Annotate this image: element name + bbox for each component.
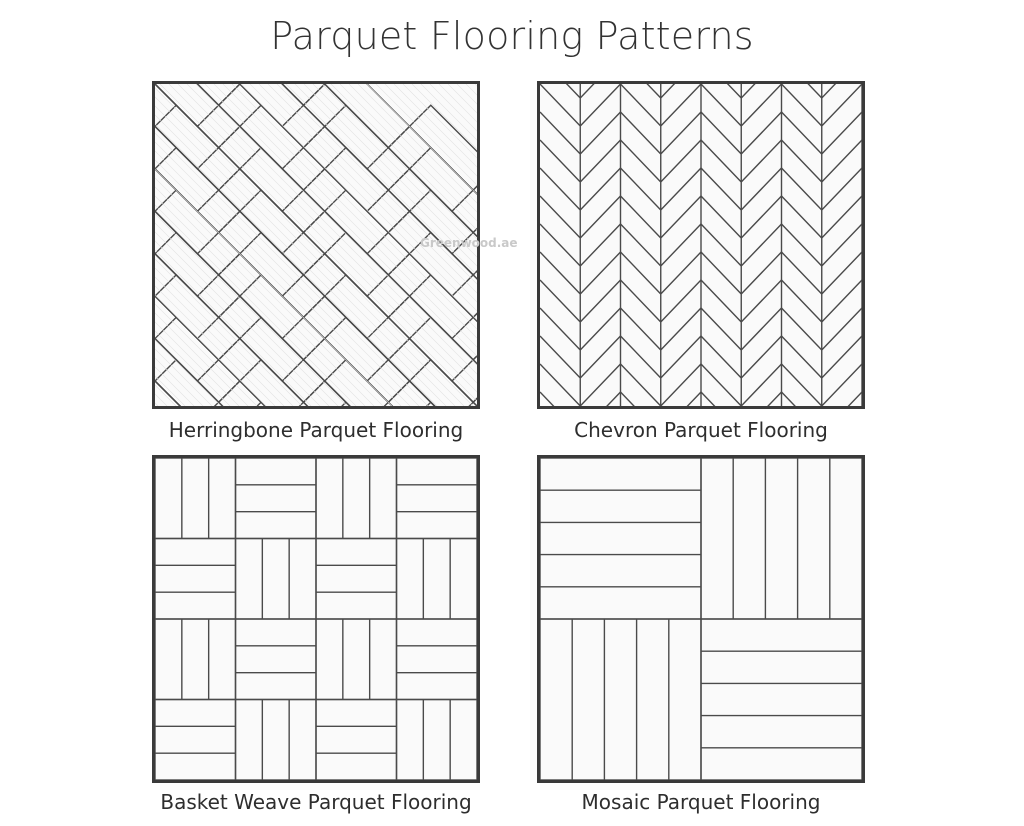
chevron-board-edge (741, 140, 781, 182)
mosaic-block (701, 619, 862, 780)
chevron-board-edge (701, 112, 741, 154)
basket-weave-block (397, 539, 478, 620)
chevron-board-edge (822, 336, 862, 378)
chevron-board-edge (540, 168, 580, 210)
mosaic-caption: Mosaic Parquet Flooring (581, 790, 821, 814)
chevron-board-edge (782, 196, 822, 238)
basket-weave-block (155, 458, 236, 539)
basket-weave-block (155, 619, 236, 700)
herringbone-grain (155, 84, 293, 406)
chevron-board-edge (621, 308, 661, 350)
chevron-board-edge (701, 84, 741, 126)
mosaic-block (540, 458, 701, 619)
chevron-board-edge (661, 140, 701, 182)
basket-weave-block (397, 458, 478, 539)
chevron-board-edge (580, 140, 620, 182)
chevron-board-edge (782, 224, 822, 266)
chevron-board-edge (540, 140, 580, 182)
chevron-board-edge (661, 280, 701, 322)
herringbone-grain (155, 84, 185, 406)
herringbone-board (325, 190, 410, 275)
herringbone-grain (155, 84, 158, 406)
chevron-board-edge (741, 280, 781, 322)
chevron-board-edge (580, 280, 620, 322)
herringbone-grain (155, 84, 410, 406)
mosaic-block (540, 619, 701, 780)
chevron-board-edge (701, 336, 741, 378)
basket-weave-block (236, 458, 317, 539)
herringbone-board (303, 254, 388, 339)
chevron-board-edge (661, 196, 701, 238)
chevron-board-edge (701, 140, 741, 182)
chevron-board-edge (741, 112, 781, 154)
herringbone-grain (155, 84, 401, 406)
chevron-board-edge (621, 140, 661, 182)
chevron-board-edge (621, 364, 661, 406)
chevron-board-edge (741, 336, 781, 378)
basket-weave-block (155, 539, 236, 620)
chevron-board-edge (822, 252, 862, 294)
chevron-board-edge (661, 336, 701, 378)
chevron-board-edge (701, 252, 741, 294)
chevron-board-edge (661, 252, 701, 294)
basket-weave-block (397, 700, 478, 781)
chevron-board-edge (621, 224, 661, 266)
chevron-board-edge (661, 168, 701, 210)
chevron-board-edge (782, 308, 822, 350)
chevron-board-edge (701, 364, 741, 406)
herringbone-board (155, 232, 240, 317)
herringbone-board (219, 296, 304, 381)
herringbone-grain (155, 84, 230, 406)
herringbone-board (410, 317, 477, 402)
herringbone-board (388, 211, 473, 296)
chevron-board-edge (822, 196, 862, 238)
herringbone-board (388, 296, 473, 381)
chevron-board-edge (661, 364, 701, 406)
basket-weave-caption: Basket Weave Parquet Flooring (160, 790, 472, 814)
herringbone-grain (155, 84, 320, 406)
herringbone-board (388, 254, 473, 339)
basket-weave-block (397, 619, 478, 700)
chevron-board-edge (580, 336, 620, 378)
chevron-board-edge (580, 308, 620, 350)
chevron-board-edge (822, 168, 862, 210)
herringbone-board (410, 402, 477, 406)
chevron-board-edge (621, 168, 661, 210)
chevron-board-edge (540, 336, 580, 378)
basket-weave-block (236, 700, 317, 781)
chevron-board-edge (822, 364, 862, 406)
mosaic-block (701, 458, 862, 619)
chevron-board-edge (621, 112, 661, 154)
herringbone-board (219, 84, 304, 169)
chevron-board-edge (540, 196, 580, 238)
chevron-board-edge (822, 84, 862, 126)
chevron-pattern-drawing (540, 84, 862, 406)
chevron-board-edge (621, 84, 661, 126)
herringbone-board (240, 360, 325, 406)
chevron-board-edge (741, 308, 781, 350)
herringbone-board (219, 169, 304, 254)
chevron-board-edge (621, 280, 661, 322)
chevron-board-edge (580, 252, 620, 294)
chevron-pattern-panel (537, 81, 865, 409)
herringbone-board (240, 84, 325, 105)
chevron-board-edge (741, 84, 781, 126)
chevron-board-edge (621, 336, 661, 378)
basket-weave-pattern-drawing (155, 458, 477, 780)
chevron-board-edge (782, 140, 822, 182)
chevron-board-edge (580, 196, 620, 238)
basket-weave-block (316, 619, 397, 700)
chevron-board-edge (540, 224, 580, 266)
mosaic-pattern-panel (537, 455, 865, 783)
herringbone-board (240, 190, 325, 275)
chevron-board-edge (580, 112, 620, 154)
chevron-board-edge (580, 168, 620, 210)
chevron-board-edge (701, 308, 741, 350)
watermark-label: Greenwood.ae (420, 236, 518, 250)
chevron-board-edge (540, 364, 580, 406)
herringbone-board (325, 105, 410, 190)
herringbone-board (155, 84, 240, 148)
chevron-board-edge (621, 252, 661, 294)
basket-weave-block (316, 700, 397, 781)
chevron-board-edge (661, 112, 701, 154)
page-title: Parquet Flooring Patterns (270, 14, 754, 58)
chevron-board-edge (540, 252, 580, 294)
chevron-board-edge (822, 280, 862, 322)
herringbone-caption: Herringbone Parquet Flooring (168, 418, 464, 442)
herringbone-board (303, 84, 388, 169)
herringbone-board (155, 254, 219, 339)
herringbone-board (155, 317, 240, 402)
chevron-board-edge (822, 224, 862, 266)
basket-weave-block (155, 700, 236, 781)
chevron-board-edge (540, 280, 580, 322)
chevron-board-edge (741, 168, 781, 210)
chevron-board-edge (701, 280, 741, 322)
chevron-board-edge (540, 112, 580, 154)
herringbone-board (303, 169, 388, 254)
chevron-board-edge (701, 224, 741, 266)
chevron-board-edge (782, 84, 822, 126)
herringbone-board (303, 126, 388, 211)
herringbone-board (325, 232, 410, 317)
mosaic-pattern-drawing (540, 458, 862, 780)
basket-weave-pattern-panel (152, 455, 480, 783)
chevron-board-edge (661, 224, 701, 266)
chevron-board-edge (782, 168, 822, 210)
chevron-board-edge (580, 84, 620, 126)
chevron-board-edge (782, 280, 822, 322)
chevron-board-edge (822, 308, 862, 350)
basket-weave-block (236, 539, 317, 620)
chevron-board-edge (782, 252, 822, 294)
herringbone-board (240, 84, 325, 148)
chevron-board-edge (741, 224, 781, 266)
herringbone-board (240, 317, 325, 402)
herringbone-board (155, 275, 240, 360)
chevron-board-edge (661, 84, 701, 126)
chevron-board-edge (540, 84, 580, 126)
chevron-board-edge (661, 308, 701, 350)
chevron-board-edge (701, 168, 741, 210)
chevron-board-edge (580, 224, 620, 266)
herringbone-grain (155, 84, 203, 406)
chevron-caption: Chevron Parquet Flooring (574, 418, 828, 442)
herringbone-board (240, 148, 325, 233)
herringbone-board (325, 148, 410, 233)
herringbone-board (325, 275, 410, 360)
chevron-board-edge (580, 364, 620, 406)
chevron-board-edge (782, 364, 822, 406)
chevron-board-edge (782, 336, 822, 378)
chevron-board-edge (741, 196, 781, 238)
herringbone-board (219, 126, 304, 211)
herringbone-board (410, 275, 477, 360)
herringbone-board (155, 211, 219, 296)
basket-weave-block (316, 458, 397, 539)
chevron-board-edge (540, 308, 580, 350)
herringbone-grain (155, 84, 437, 406)
basket-weave-block (236, 619, 317, 700)
chevron-board-edge (822, 140, 862, 182)
chevron-board-edge (701, 196, 741, 238)
chevron-board-edge (822, 112, 862, 154)
basket-weave-block (316, 539, 397, 620)
chevron-board-edge (741, 364, 781, 406)
herringbone-board (155, 105, 240, 190)
chevron-board-edge (741, 252, 781, 294)
chevron-board-edge (782, 112, 822, 154)
chevron-board-edge (621, 196, 661, 238)
herringbone-board (240, 105, 325, 190)
herringbone-board (303, 211, 388, 296)
